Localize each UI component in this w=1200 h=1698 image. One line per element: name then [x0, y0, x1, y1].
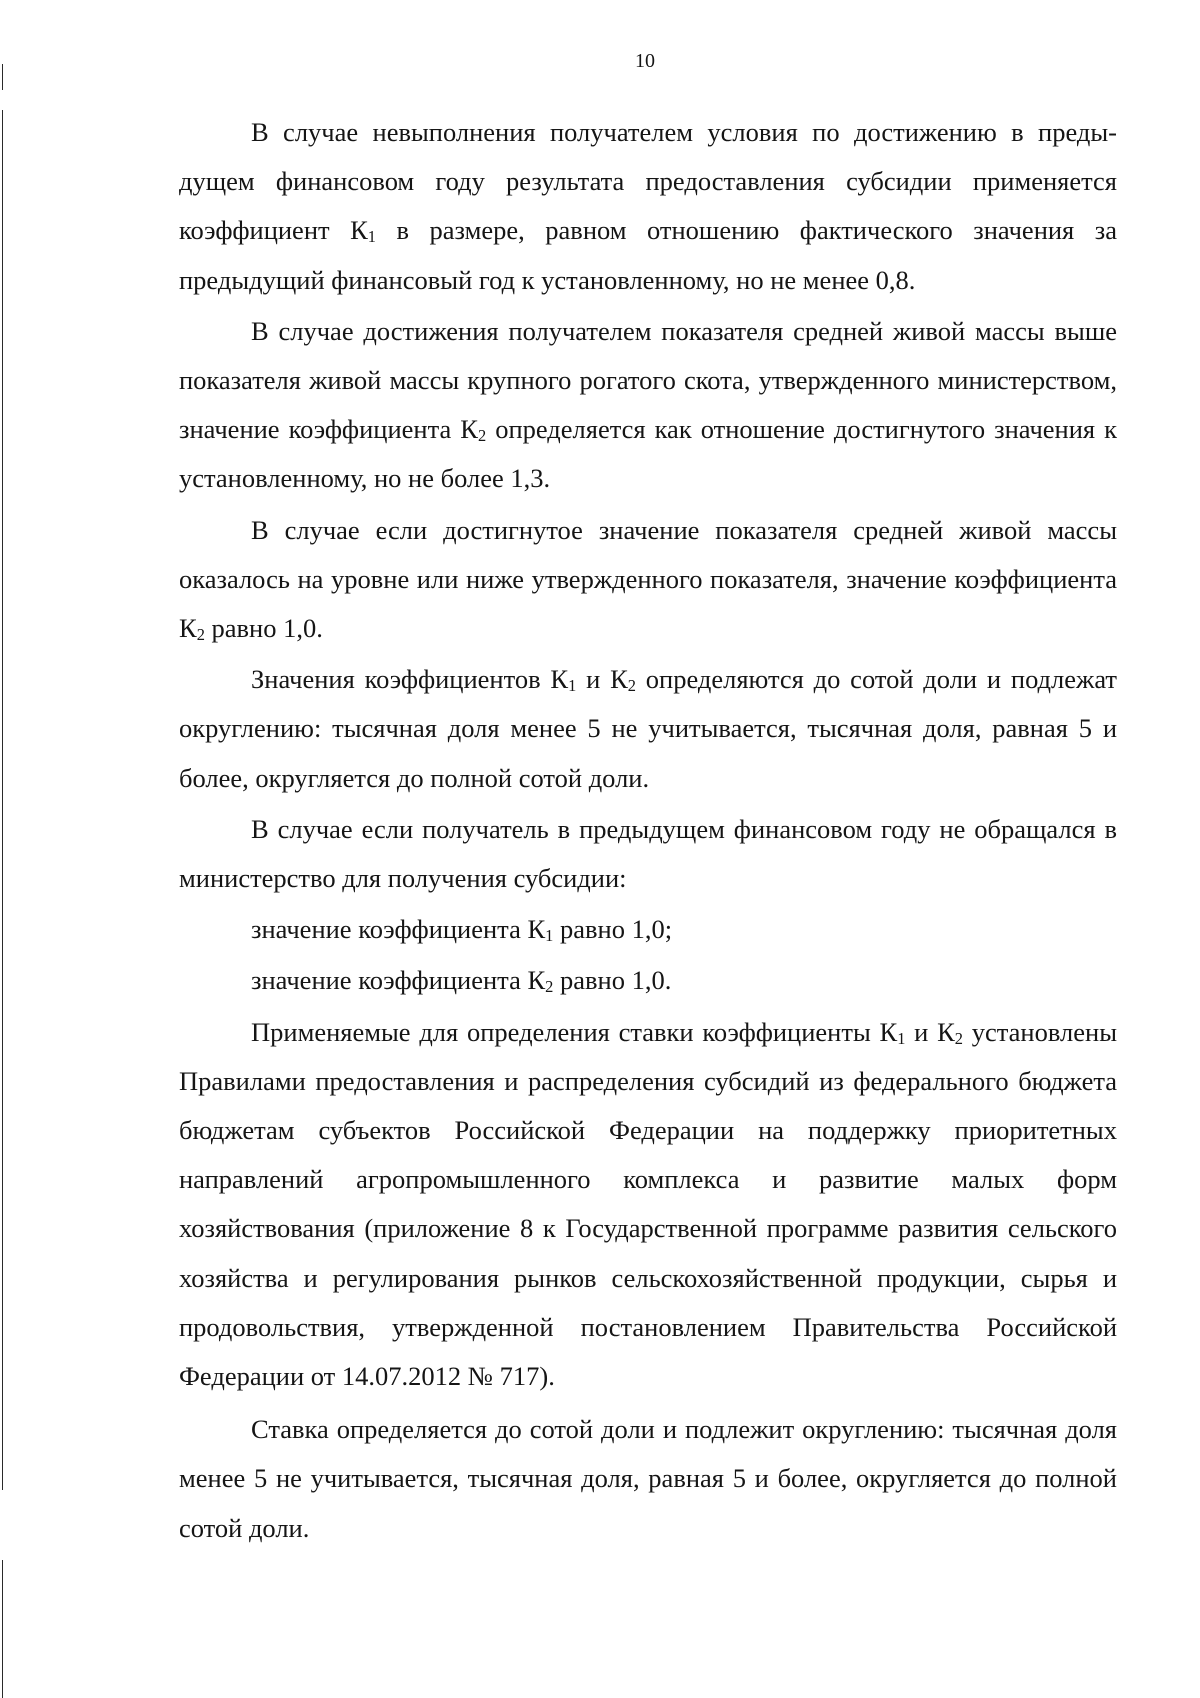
paragraph-rate-rounding	[179, 1405, 1117, 1553]
paragraph-text: равно 1,0;	[553, 914, 673, 945]
paragraph-k2-default	[179, 956, 1117, 1005]
subscript-index: 2	[545, 977, 554, 997]
paragraph-text: определяется как отношение достигнутого значения к установленному, но не более 1,3.	[179, 414, 1118, 494]
paragraph-no-previous-application	[179, 805, 1117, 903]
paragraph-k1-default	[179, 905, 1117, 954]
subscript-index: 2	[954, 1028, 963, 1048]
paragraph-text: значение коэффициента К	[251, 914, 546, 945]
paragraph-text: и К	[905, 1016, 955, 1047]
paragraph-text: определяются до сотой доли и подлежат округлению: тысячная доля менее 5 не учитывается, тысячная доля, равная 5 и более, округляется до полной сотой доли.	[179, 664, 1117, 793]
paragraph-text: В случае невыполнения получателем условия по достижению в предыдущем финансовом году результата предоставления субсидии применяется коэффициент К	[179, 117, 1117, 246]
page-number: 10	[635, 50, 655, 72]
paragraph-text: в размере, равном отношению фактического значения за предыдущий финансовый год к установленному, но не менее 0,8.	[179, 215, 1117, 295]
paragraph-k2-at-or-below	[179, 506, 1117, 654]
paragraph-text: В случае если достигнутое значение показателя средней живой массы оказалось на уровне или ниже утвержденного показателя, значение коэффициента К	[179, 514, 1117, 644]
paragraph-k2-above-indicator	[179, 307, 1117, 504]
paragraph-k1-non-fulfillment	[179, 108, 1117, 305]
subscript-index: 1	[545, 926, 554, 946]
subscript-index: 1	[568, 676, 577, 696]
paragraph-text: Значения коэффициентов К	[251, 664, 569, 695]
subscript-index: 1	[367, 227, 376, 247]
paragraph-coefficient-rounding	[179, 655, 1117, 803]
scan-edge-mark-middle	[2, 110, 3, 1490]
scan-edge-mark-bottom	[2, 1560, 3, 1698]
subscript-index: 2	[477, 426, 487, 446]
paragraph-coefficient-source	[179, 1008, 1117, 1402]
paragraph-text: В случае достижения получателем показателя средней живой массы выше показателя живой массы крупного рогатого скота, утвержденного министерством, значение коэффициента К	[179, 315, 1117, 445]
paragraph-text: и К	[576, 664, 628, 695]
paragraph-text: значение коэффициента К	[251, 965, 546, 996]
paragraph-text: равно 1,0.	[553, 965, 672, 996]
paragraph-text: Применяемые для определения ставки коэффициенты К	[251, 1016, 898, 1047]
subscript-index: 2	[627, 676, 636, 696]
paragraph-text: равно 1,0.	[204, 613, 323, 644]
subscript-index: 1	[897, 1028, 906, 1048]
paragraph-text: В случае если получатель в предыдущем финансовом году не обращался в министерство для получения субсидии:	[179, 813, 1117, 894]
paragraph-text: Ставка определяется до сотой доли и подлежит округлению: тысячная доля менее 5 не учитывается, тысячная доля, равная 5 и более, округляется до полной сотой доли.	[179, 1414, 1117, 1543]
document-body	[179, 108, 1117, 1555]
paragraph-text: установлены Правилами предоставления и распределения субсидий из федерального бюджета бюджетам субъектов Российской Федерации на поддержку приоритетных направлений агропромышленного комплекса и развитие малых форм хозяйствования (приложение 8 к Государственной программе развития сельского хозяйства и регулирования рынков сельскохозяйственной продукции, сырья и продовольствия, утвержденной постановлением Правительства Российской Федерации от 14.07.2012 № 717).	[179, 1016, 1118, 1392]
subscript-index: 2	[196, 624, 205, 644]
